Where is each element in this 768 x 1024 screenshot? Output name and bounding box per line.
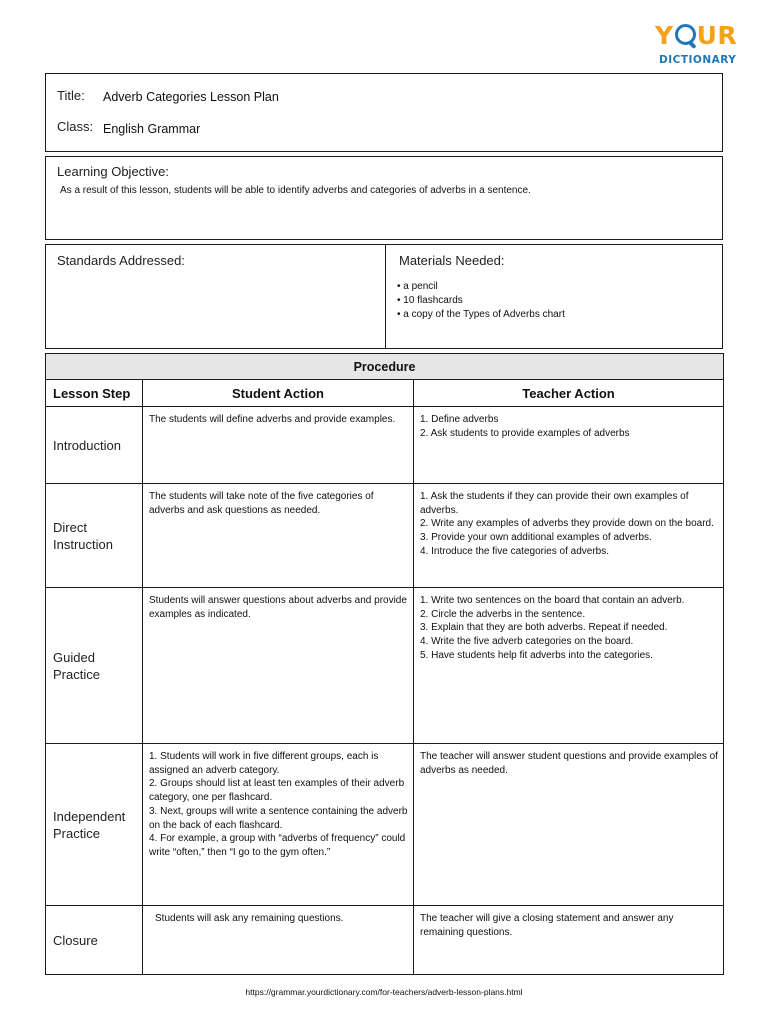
teacher-action-text: The teacher will answer student questions and provide examples of adverbs as needed.	[420, 751, 718, 776]
procedure-table	[45, 353, 724, 975]
title-class-box	[45, 73, 723, 152]
lesson-step-direct-instruction: Direct Instruction	[46, 484, 143, 588]
class-label: Class:	[57, 119, 94, 134]
logo-letter-y: Y	[655, 21, 674, 50]
column-header-teacher-action: Teacher Action	[414, 380, 724, 407]
class-value: English Grammar	[103, 122, 201, 136]
teacher-action-text: 1. Write two sentences on the board that contain an adverb.	[420, 595, 685, 606]
procedure-title: Procedure	[46, 354, 724, 380]
teacher-action-text: 1. Define adverbs	[420, 414, 499, 425]
teacher-action-cell	[414, 744, 724, 906]
teacher-action-text: 3. Explain that they are both adverbs. Repeat if needed.	[420, 622, 668, 634]
table-row	[46, 906, 724, 975]
column-header-lesson-step: Lesson Step	[46, 380, 143, 407]
materials-label: Materials Needed:	[399, 253, 505, 268]
materials-item: • a copy of the Types of Adverbs chart	[397, 309, 565, 320]
lesson-step-introduction: Introduction	[46, 407, 143, 484]
student-action-cell	[143, 588, 414, 744]
yourdictionary-logo	[655, 22, 747, 70]
lesson-step-guided-practice: Guided Practice	[46, 588, 143, 744]
teacher-action-text: 4. Write the five adverb categories on the board.	[420, 636, 634, 648]
student-action-text: 1. Students will work in five different groups, each is assigned an adverb category.	[149, 751, 379, 776]
teacher-action-text: 4. Introduce the five categories of adverbs.	[420, 545, 609, 557]
learning-objective-text: As a result of this lesson, students will be able to identify adverbs and categories of adverbs in a sentence.	[60, 185, 531, 196]
teacher-action-cell	[414, 407, 724, 484]
logo-letters-ur: UR	[696, 21, 738, 50]
standards-label: Standards Addressed:	[57, 253, 185, 268]
teacher-action-text: 2. Write any examples of adverbs they provide down on the board.	[420, 518, 714, 530]
logo-dictionary-text: DICTIONARY	[659, 54, 737, 66]
teacher-action-text: 1. Ask the students if they can provide their own examples of adverbs.	[420, 491, 689, 516]
teacher-action-cell	[414, 906, 724, 975]
teacher-action-text: 2. Circle the adverbs in the sentence.	[420, 608, 586, 620]
student-action-text: Students will ask any remaining questions.	[155, 913, 344, 924]
student-action-text: Students will answer questions about adverbs and provide examples as indicated.	[149, 595, 407, 620]
student-action-cell	[143, 906, 414, 975]
teacher-action-text: The teacher will give a closing statement and answer any remaining questions.	[420, 913, 674, 938]
table-row	[46, 744, 724, 906]
teacher-action-text: 3. Provide your own additional examples of adverbs.	[420, 532, 652, 544]
materials-item: • 10 flashcards	[397, 295, 463, 306]
column-header-student-action: Student Action	[143, 380, 414, 407]
magnifier-icon	[675, 24, 696, 45]
student-action-text: 4. For example, a group with “adverbs of frequency” could write “often,” then “I go to the gym often.”	[149, 833, 406, 858]
learning-objective-label: Learning Objective:	[57, 164, 170, 179]
teacher-action-cell	[414, 484, 724, 588]
materials-item: • a pencil	[397, 281, 438, 292]
student-action-text: 2. Groups should list at least ten examples of their adverb category, one per flashcard.	[149, 778, 405, 804]
column-divider	[385, 245, 386, 348]
table-row	[46, 588, 724, 744]
teacher-action-text: 2. Ask students to provide examples of adverbs	[420, 427, 630, 439]
title-value: Adverb Categories Lesson Plan	[103, 90, 279, 104]
source-url: https://grammar.yourdictionary.com/for-teachers/adverb-lesson-plans.html	[245, 987, 523, 997]
teacher-action-cell	[414, 588, 724, 744]
learning-objective-box	[45, 156, 723, 240]
lesson-step-closure: Closure	[46, 906, 143, 975]
student-action-text: The students will define adverbs and provide examples.	[149, 414, 396, 425]
lesson-step-independent-practice: Independent Practice	[46, 744, 143, 906]
student-action-text: 3. Next, groups will write a sentence containing the adverb on the back of each flashcard.	[149, 805, 408, 831]
title-label: Title:	[57, 88, 85, 103]
table-row	[46, 484, 724, 588]
materials-list	[397, 280, 565, 322]
student-action-cell	[143, 744, 414, 906]
student-action-cell	[143, 484, 414, 588]
logo-wordmark	[655, 22, 737, 50]
student-action-text: The students will take note of the five categories of adverbs and ask questions as needed.	[149, 491, 374, 516]
standards-materials-box	[45, 244, 723, 349]
table-row	[46, 407, 724, 484]
student-action-cell	[143, 407, 414, 484]
teacher-action-text: 5. Have students help fit adverbs into the categories.	[420, 649, 653, 661]
